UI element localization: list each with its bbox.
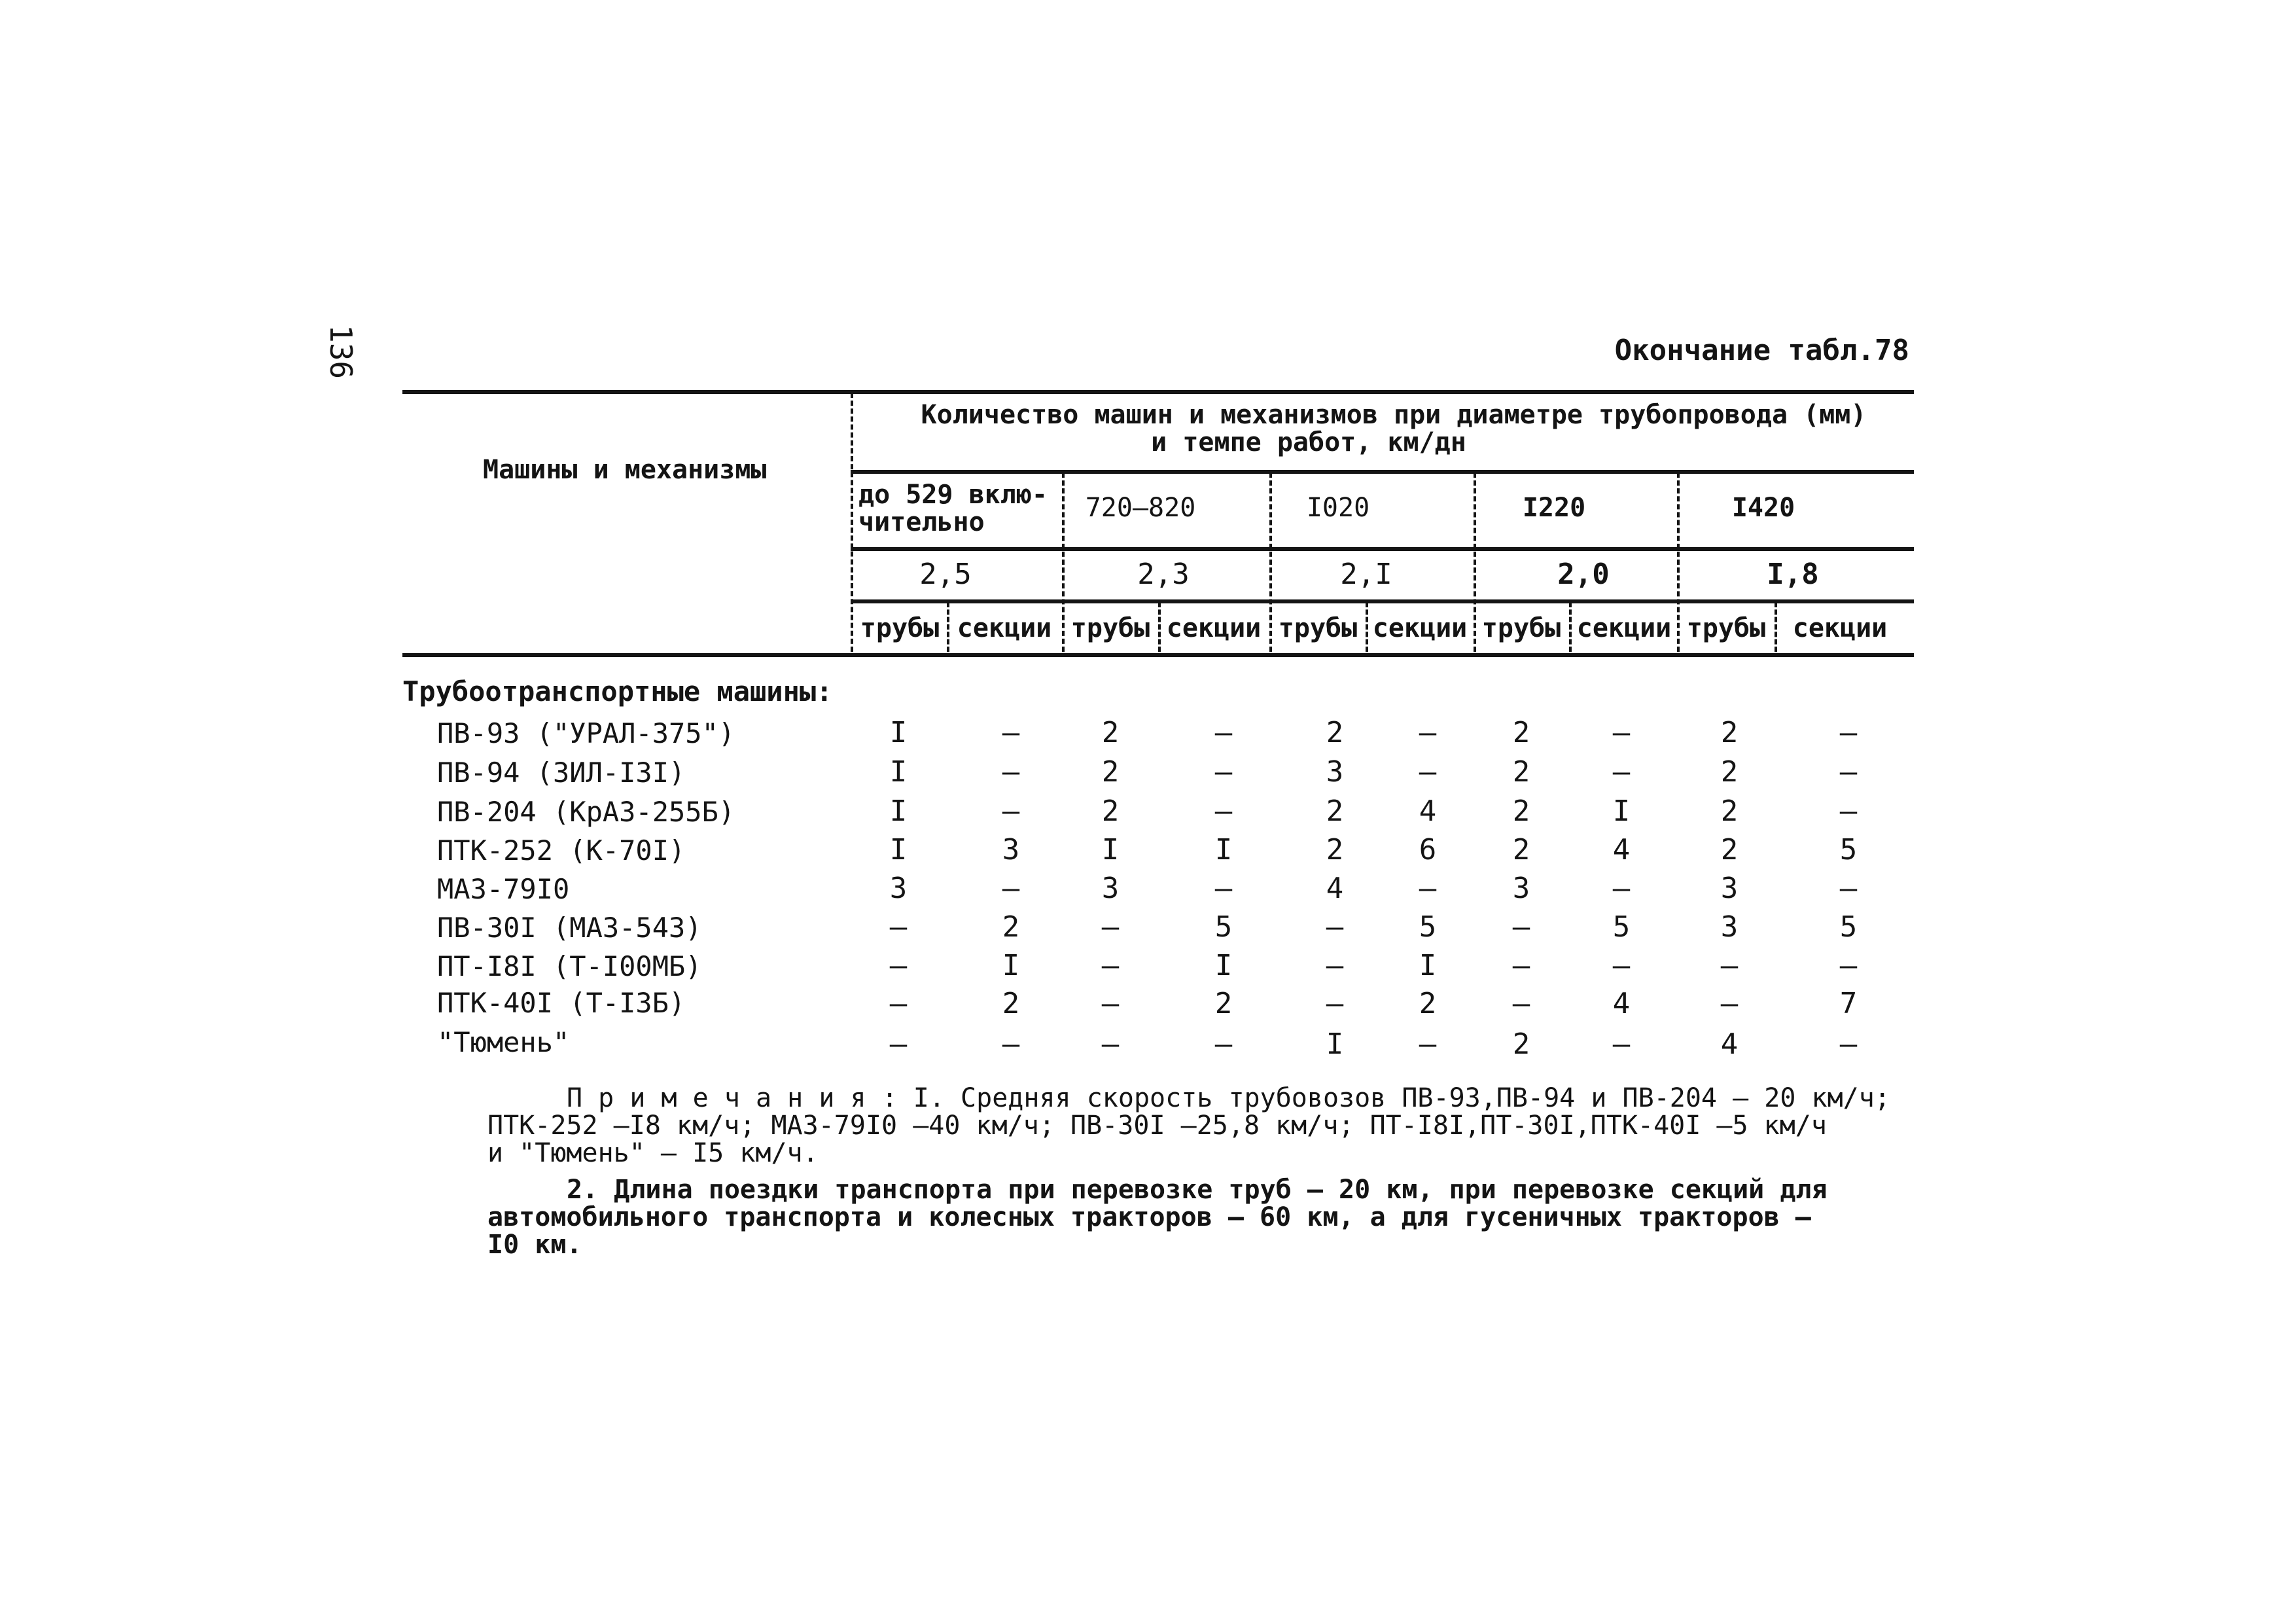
subcol-divider-4 [1569,602,1572,652]
table-cell: 2 [1512,755,1530,789]
table-cell: – [1419,872,1437,905]
table-cell: – [1002,794,1020,828]
table-cell: – [1612,872,1631,905]
machine-name: ПВ-30I (МАЗ-543) [437,912,702,944]
table-cell: – [1002,1027,1020,1061]
table-cell: – [1612,716,1631,749]
subheader-pipes-2: трубы [1070,613,1150,643]
tempo-1: 2,5 [919,558,972,591]
subheader-pipes-4: трубы [1481,613,1561,643]
table-cell: 2 [1512,716,1530,749]
table-cell: 2 [1512,1027,1530,1061]
table-cell: 2 [1101,716,1120,749]
subheader-sections-4: секции [1576,613,1672,643]
table-cell: – [1612,949,1631,982]
table-cell: – [1612,755,1631,789]
table-cell: I [1612,794,1631,828]
table-cell: 5 [1419,910,1437,944]
table-cell: – [1839,716,1858,749]
table-cell: 2 [1720,794,1739,828]
table-cell: 2 [1326,716,1344,749]
quantity-title-line1: Количество машин и механизмов при диаметре трубопровода (мм) [921,400,1867,430]
tempo-row-rule [851,547,1914,551]
table-cell: – [1101,949,1120,982]
diameter-label-1-line2: чительно [858,507,985,537]
machine-name: МАЗ-79I0 [437,873,570,905]
diameter-label-2: 720–820 [1085,493,1196,523]
note-1-line-1: П р и м е ч а н и я : I. Средняя скорость трубовозов ПВ-93,ПВ-94 и ПВ-204 – 20 км/ч; [567,1083,1890,1113]
table-cell: – [1101,1027,1120,1061]
group-divider-3 [1474,473,1476,652]
table-cell: 4 [1326,872,1344,905]
table-cell: – [1419,1027,1437,1061]
table-cell: – [1512,987,1530,1020]
table-cell: 2 [1326,833,1344,866]
table-cell: 2 [1419,987,1437,1020]
table-cell: 2 [1512,833,1530,866]
table-cell: 2 [1720,833,1739,866]
table-cell: – [889,987,908,1020]
table-cell: – [1326,987,1344,1020]
subcol-divider-2 [1158,602,1161,652]
tempo-2: 2,3 [1137,558,1190,591]
note-2-line-1: 2. Длина поездки транспорта при перевозке труб – 20 км, при перевозке секций для [567,1175,1828,1205]
subheader-sections-2: секции [1166,613,1262,643]
table-cell: 6 [1419,833,1437,866]
table-caption: Окончание табл.78 [1614,334,1909,367]
table-cell: I [1214,949,1233,982]
diameter-row-rule [851,470,1914,474]
subcol-divider-5 [1775,602,1777,652]
note-1-line-2: ПТК-252 –I8 км/ч; МАЗ-79I0 –40 км/ч; ПВ-30I –25,8 км/ч; ПТ-I8I,ПТ-30I,ПТК-40I –5 км/ч [487,1111,1827,1141]
table-cell: – [1839,1027,1858,1061]
table-cell: I [1419,949,1437,982]
table-cell: – [1720,987,1739,1020]
note-2-line-3: I0 км. [487,1230,582,1260]
table-cell: – [1002,755,1020,789]
table-cell: 4 [1612,987,1631,1020]
table-cell: 2 [1326,794,1344,828]
table-cell: – [1612,1027,1631,1061]
diameter-label-3: I020 [1306,493,1370,523]
table-top-rule [402,390,1914,394]
table-cell: 2 [1002,910,1020,944]
table-cell: 2 [1512,794,1530,828]
table-cell: I [1326,1027,1344,1061]
note-1-line-3: и "Тюмень" – I5 км/ч. [487,1138,819,1168]
table-cell: 4 [1720,1027,1739,1061]
table-cell: – [1214,794,1233,828]
page-number: 136 [323,325,359,380]
diameter-label-4: I220 [1522,493,1586,523]
table-cell: I [889,716,908,749]
group-divider-1 [1062,473,1065,652]
table-cell: 3 [1326,755,1344,789]
subheader-pipes-3: трубы [1278,613,1358,643]
table-cell: – [1101,910,1120,944]
group-divider-2 [1269,473,1272,652]
machine-name: ПВ-94 (ЗИЛ-I3I) [437,757,686,789]
machine-name: ПТ-I8I (Т-I00МБ) [437,950,702,982]
table-cell: – [889,1027,908,1061]
machine-name: "Тюмень" [437,1026,570,1058]
table-cell: 3 [1512,872,1530,905]
machine-name: ПВ-93 ("УРАЛ-375") [437,717,735,749]
table-cell: 2 [1101,794,1120,828]
table-cell: I [889,755,908,789]
group-divider-4 [1677,473,1680,652]
table-cell: – [1101,987,1120,1020]
table-cell: 2 [1101,755,1120,789]
table-cell: – [1214,716,1233,749]
table-cell: 5 [1839,833,1858,866]
table-cell: – [1214,1027,1233,1061]
table-cell: – [889,910,908,944]
tempo-5: I,8 [1767,558,1819,591]
quantity-title-line2: и темпе работ, км/дн [1151,427,1466,457]
table-cell: – [1214,872,1233,905]
table-cell: I [1214,833,1233,866]
table-cell: – [1002,872,1020,905]
table-cell: 5 [1612,910,1631,944]
subheader-sections-3: секции [1372,613,1468,643]
subheader-sections-1: секции [957,613,1052,643]
table-cell: 7 [1839,987,1858,1020]
table-cell: 2 [1214,987,1233,1020]
tempo-3: 2,I [1340,558,1392,591]
diameter-label-5: I420 [1731,493,1795,523]
table-cell: 3 [1101,872,1120,905]
table-cell: – [1839,949,1858,982]
table-cell: – [1419,755,1437,789]
machine-name: ПТК-40I (Т-I3Б) [437,987,686,1019]
table-cell: I [1101,833,1120,866]
group-title: Трубоотранспортные машины: [402,675,833,707]
subheader-pipes-5: трубы [1686,613,1766,643]
subheader-sections-5: секции [1792,613,1888,643]
table-cell: – [889,949,908,982]
subheader-row-rule [851,599,1914,603]
table-cell: – [1326,949,1344,982]
table-cell: 3 [889,872,908,905]
table-cell: – [1720,949,1739,982]
table-cell: I [1002,949,1020,982]
table-cell: – [1214,755,1233,789]
table-cell: I [889,794,908,828]
table-cell: – [1419,716,1437,749]
machine-name: ПТК-252 (К-70I) [437,834,686,866]
table-cell: 5 [1214,910,1233,944]
table-cell: 4 [1612,833,1631,866]
header-bottom-rule [402,653,1914,657]
table-cell: 2 [1720,716,1739,749]
machines-column-header: Машины и механизмы [483,455,767,485]
subcol-divider-1 [947,602,949,652]
diameter-label-1-line1: до 529 вклю- [858,480,1048,510]
table-cell: 2 [1002,987,1020,1020]
table-cell: – [1002,716,1020,749]
subcol-divider-3 [1366,602,1368,652]
tempo-4: 2,0 [1557,558,1610,591]
table-cell: 4 [1419,794,1437,828]
table-cell: 3 [1720,910,1739,944]
table-cell: – [1839,755,1858,789]
note-2-line-2: автомобильного транспорта и колесных тракторов – 60 км, а для гусеничных тракторов – [487,1202,1811,1232]
table-cell: I [889,833,908,866]
table-cell: 2 [1720,755,1739,789]
table-cell: – [1839,794,1858,828]
table-cell: – [1512,910,1530,944]
table-cell: – [1839,872,1858,905]
subheader-pipes-1: трубы [860,613,940,643]
machines-col-divider [851,393,853,652]
table-cell: – [1326,910,1344,944]
table-cell: 3 [1002,833,1020,866]
machine-name: ПВ-204 (КрАЗ-255Б) [437,796,735,828]
table-cell: – [1512,949,1530,982]
table-cell: 5 [1839,910,1858,944]
table-cell: 3 [1720,872,1739,905]
